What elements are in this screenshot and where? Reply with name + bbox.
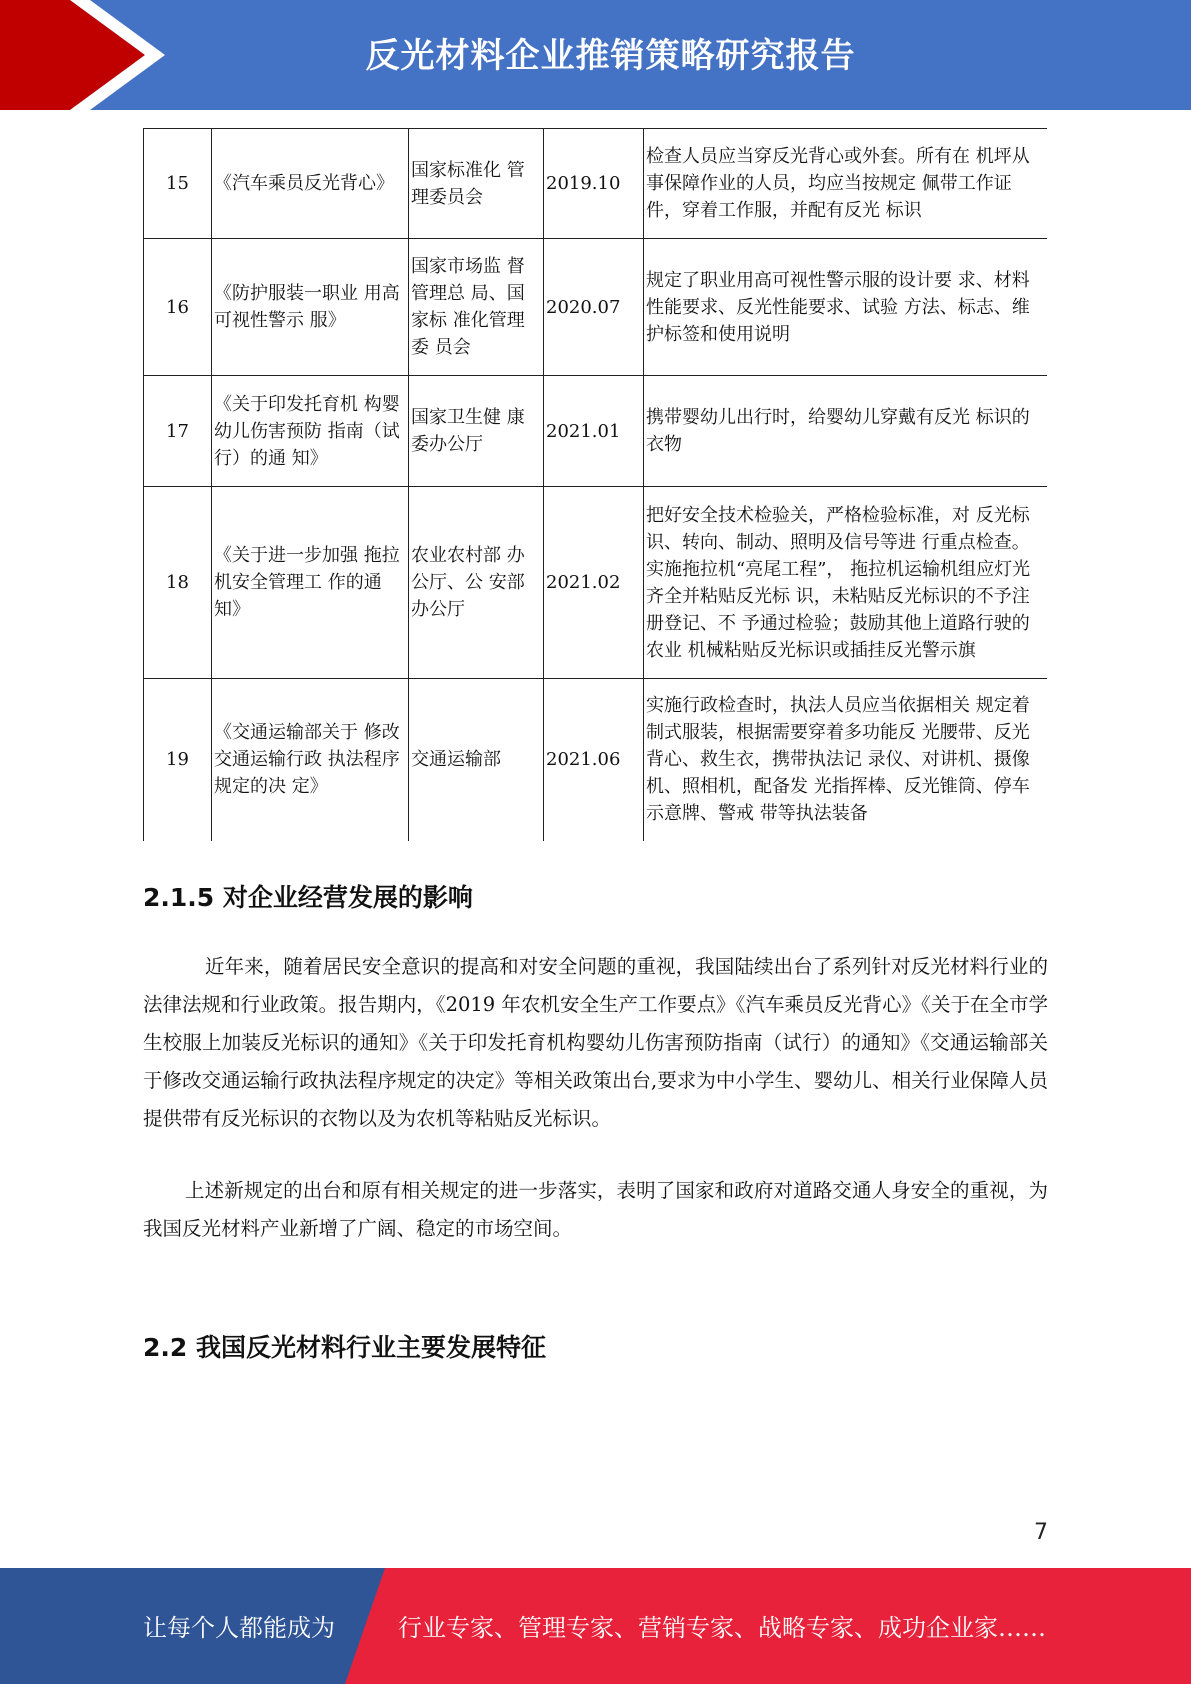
regulation-issuer: 国家标准化 管理委员会 xyxy=(409,129,544,239)
regulation-description: 实施行政检查时，执法人员应当依据相关 规定着制式服装，根据需要穿着多功能反 光腰带、反光背心、救生衣，携带执法记 录仪、对讲机、摄像机、照相机，配备发 光指挥棒、反光锥筒、停车示意牌、警戒 带等执法装备 xyxy=(644,679,1047,841)
page-number: 7 xyxy=(1034,1520,1048,1545)
body-paragraph: 近年来，随着居民安全意识的提高和对安全问题的重视，我国陆续出台了系列针对反光材料行业的法律法规和行业政策。报告期内，《2019 年农机安全生产工作要点》《汽车乘员反光背心》《关于在全市学生校服上加装反光标识的通知》《关于印发托育机构婴幼儿伤害预防指南（试行）的通知》《交通运输部关于修改交通运输行政执法程序规定的决定》等相关政策出台,要求为中小学生、婴幼儿、相关行业保障人员提供带有反光标识的衣物以及为农机等粘贴反光标识。 xyxy=(143,955,1048,1130)
regulation-date: 2021.02 xyxy=(544,487,644,679)
section-heading: 2.2 我国反光材料行业主要发展特征 xyxy=(143,1333,546,1362)
table-row xyxy=(144,376,1047,487)
regulation-date: 2021.06 xyxy=(544,679,644,841)
table-row xyxy=(144,129,1047,239)
regulation-date: 2021.01 xyxy=(544,376,644,487)
row-number: 15 xyxy=(144,129,212,239)
regulation-description: 携带婴幼儿出行时，给婴幼儿穿戴有反光 标识的衣物 xyxy=(644,376,1047,487)
row-number: 16 xyxy=(144,239,212,376)
table-row xyxy=(144,239,1047,376)
body-paragraph: 上述新规定的出台和原有相关规定的进一步落实，表明了国家和政府对道路交通人身安全的重视，为我国反光材料产业新增了广阔、稳定的市场空间。 xyxy=(143,1179,1048,1240)
page-header xyxy=(0,0,1191,110)
regulation-description: 检查人员应当穿反光背心或外套。所有在 机坪从事保障作业的人员，均应当按规定 佩带工作证件，穿着工作服，并配有反光 标识 xyxy=(644,129,1047,239)
table-row xyxy=(144,679,1047,841)
regulation-description: 把好安全技术检验关，严格检验标准，对 反光标识、转向、制动、照明及信号等进 行重点检查。实施拖拉机“亮尾工程”， 拖拉机运输机组应灯光齐全并粘贴反光标 识，未粘贴反光标识的不予注册登记、不 予通过检验；鼓励其他上道路行驶的农业 机械粘贴反光标识或插挂反光警示旗 xyxy=(644,487,1047,679)
regulations-table xyxy=(143,128,1047,841)
regulation-description: 规定了职业用高可视性警示服的设计要 求、材料性能要求、反光性能要求、试验 方法、标志、维护标签和使用说明 xyxy=(644,239,1047,376)
regulation-issuer: 国家卫生健 康委办公厅 xyxy=(409,376,544,487)
table-row xyxy=(144,487,1047,679)
page-footer xyxy=(0,1568,1191,1684)
regulation-name: 《汽车乘员反光背心》 xyxy=(212,129,409,239)
regulation-issuer: 交通运输部 xyxy=(409,679,544,841)
regulation-issuer: 农业农村部 办公厅、公 安部办公厅 xyxy=(409,487,544,679)
regulation-date: 2020.07 xyxy=(544,239,644,376)
regulation-name: 《交通运输部关于 修改交通运输行政 执法程序规定的决 定》 xyxy=(212,679,409,841)
regulation-name: 《关于进一步加强 拖拉机安全管理工 作的通知》 xyxy=(212,487,409,679)
footer-slogan-right: 行业专家、管理专家、营销专家、战略专家、成功企业家…… xyxy=(398,1614,1046,1642)
footer-slogan-left: 让每个人都能成为 xyxy=(143,1614,335,1642)
row-number: 18 xyxy=(144,487,212,679)
regulation-issuer: 国家市场监 督管理总 局、国家标 准化管理委 员会 xyxy=(409,239,544,376)
section-heading: 2.1.5 对企业经营发展的影响 xyxy=(143,883,473,912)
regulation-name: 《关于印发托育机 构婴幼儿伤害预防 指南（试行）的通 知》 xyxy=(212,376,409,487)
row-number: 17 xyxy=(144,376,212,487)
regulation-name: 《防护服装一职业 用高可视性警示 服》 xyxy=(212,239,409,376)
regulation-date: 2019.10 xyxy=(544,129,644,239)
header-title: 反光材料企业推销策略研究报告 xyxy=(365,36,856,76)
row-number: 19 xyxy=(144,679,212,841)
